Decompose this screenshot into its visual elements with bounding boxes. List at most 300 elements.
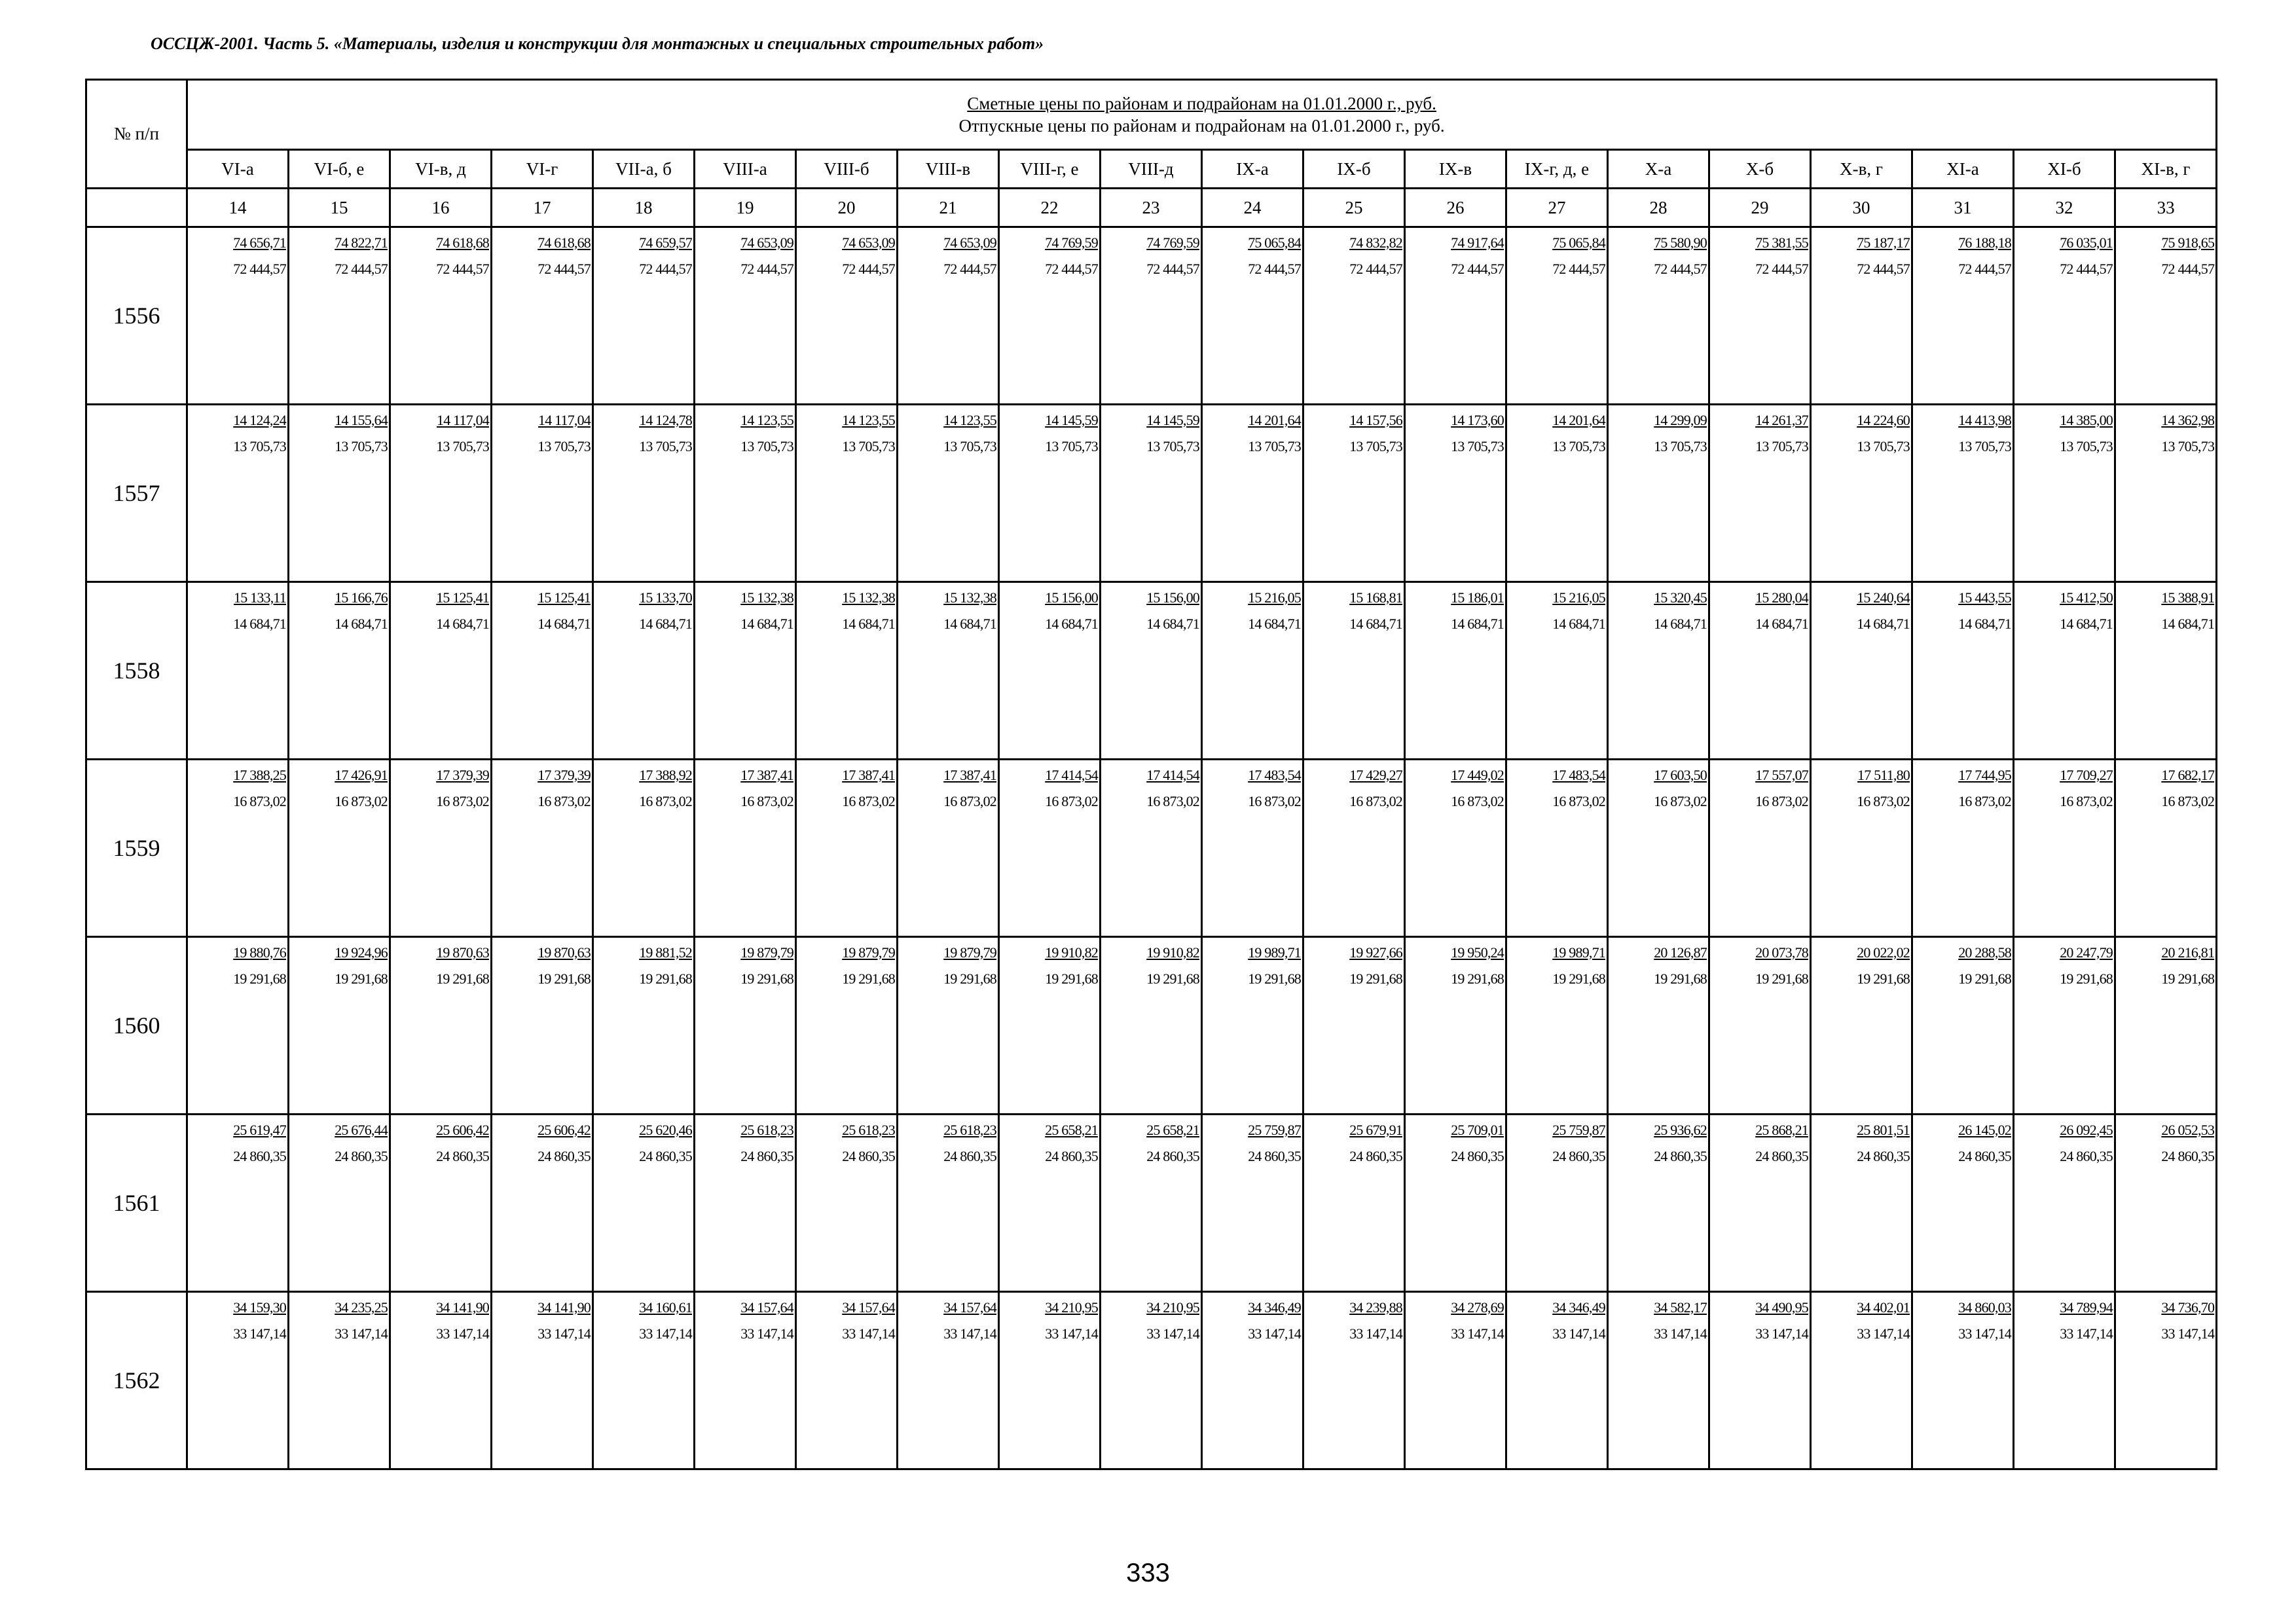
num-header: № п/п <box>86 80 187 189</box>
price-cell <box>1709 937 1811 1115</box>
release-price: 14 684,71 <box>842 616 895 632</box>
estimate-price: 34 789,94 <box>2060 1299 2113 1316</box>
price-cell <box>390 937 492 1115</box>
price-cell <box>1811 405 1912 582</box>
price-cell <box>1608 582 1709 760</box>
release-price: 33 147,14 <box>1552 1325 1605 1342</box>
estimate-price: 34 235,25 <box>335 1299 388 1316</box>
estimate-price: 74 653,09 <box>842 234 895 251</box>
release-price: 24 860,35 <box>2060 1148 2113 1164</box>
estimate-price: 17 682,17 <box>2161 767 2215 783</box>
estimate-price: 17 557,07 <box>1755 767 1808 783</box>
estimate-price: 34 157,64 <box>740 1299 793 1316</box>
price-cell <box>796 227 898 405</box>
estimate-price: 25 618,23 <box>842 1122 895 1138</box>
region-header: XI-в, г <box>2115 150 2217 189</box>
region-header: IX-в <box>1405 150 1506 189</box>
price-cell <box>289 760 390 937</box>
release-price: 24 860,35 <box>639 1148 692 1164</box>
estimate-price: 14 173,60 <box>1451 412 1504 428</box>
price-cell <box>593 405 695 582</box>
price-cell <box>187 405 289 582</box>
release-price: 24 860,35 <box>1654 1148 1707 1164</box>
price-cell <box>289 227 390 405</box>
price-cell <box>1405 1292 1506 1469</box>
estimate-price: 34 210,95 <box>1146 1299 1199 1316</box>
estimate-price: 19 989,71 <box>1248 944 1301 961</box>
estimate-price: 15 132,38 <box>842 589 895 606</box>
region-header: IX-а <box>1202 150 1303 189</box>
estimate-price: 20 073,78 <box>1755 944 1808 961</box>
estimate-price: 26 052,53 <box>2161 1122 2215 1138</box>
document-header: ОССЦЖ-2001. Часть 5. «Материалы, изделия и конструкции для монтажных и специальных строительных работ» <box>151 34 1044 53</box>
release-price: 14 684,71 <box>1045 616 1098 632</box>
release-price: 72 444,57 <box>538 261 591 277</box>
release-price: 13 705,73 <box>1349 438 1402 454</box>
price-cell <box>2115 582 2217 760</box>
release-price: 19 291,68 <box>1451 970 1504 987</box>
price-cell <box>999 227 1101 405</box>
release-price: 16 873,02 <box>1958 793 2011 809</box>
estimate-price: 15 216,05 <box>1248 589 1301 606</box>
price-cell <box>695 405 796 582</box>
release-price: 33 147,14 <box>1958 1325 2011 1342</box>
price-cell <box>2014 1115 2115 1292</box>
estimate-price: 14 145,59 <box>1146 412 1199 428</box>
estimate-price: 34 346,49 <box>1248 1299 1301 1316</box>
estimate-price: 14 117,04 <box>538 412 591 428</box>
price-cell <box>1202 227 1303 405</box>
release-price: 14 684,71 <box>2060 616 2113 632</box>
release-price: 13 705,73 <box>2161 438 2215 454</box>
price-cell <box>1506 1292 1608 1469</box>
estimate-price: 17 379,39 <box>436 767 489 783</box>
price-cell <box>1405 937 1506 1115</box>
estimate-price: 19 870,63 <box>436 944 489 961</box>
column-index: 31 <box>1912 189 2014 227</box>
release-price: 14 684,71 <box>233 616 286 632</box>
price-cell <box>492 227 593 405</box>
price-cell <box>796 1292 898 1469</box>
release-price: 16 873,02 <box>1654 793 1707 809</box>
price-cell <box>999 760 1101 937</box>
estimate-price: 74 917,64 <box>1451 234 1504 251</box>
estimate-price: 74 618,68 <box>538 234 591 251</box>
release-price: 72 444,57 <box>436 261 489 277</box>
release-price: 14 684,71 <box>740 616 793 632</box>
release-price: 24 860,35 <box>1755 1148 1808 1164</box>
price-cell <box>1405 582 1506 760</box>
estimate-price: 15 168,81 <box>1349 589 1402 606</box>
price-type-header <box>187 80 2217 150</box>
column-index: 18 <box>593 189 695 227</box>
price-cell <box>999 1292 1101 1469</box>
row-number: 1562 <box>86 1292 187 1469</box>
estimate-price: 74 653,09 <box>943 234 996 251</box>
estimate-price: 15 133,11 <box>234 589 286 606</box>
price-cell <box>1506 227 1608 405</box>
estimate-price: 19 950,24 <box>1451 944 1504 961</box>
estimate-price: 17 429,27 <box>1349 767 1402 783</box>
release-price: 33 147,14 <box>1451 1325 1504 1342</box>
region-header: VIII-г, е <box>999 150 1101 189</box>
row-number: 1558 <box>86 582 187 760</box>
estimate-price: 17 387,41 <box>842 767 895 783</box>
price-cell <box>492 405 593 582</box>
price-cell <box>2115 405 2217 582</box>
estimate-price: 19 910,82 <box>1146 944 1199 961</box>
price-cell <box>390 227 492 405</box>
price-cell <box>492 937 593 1115</box>
release-price: 16 873,02 <box>1146 793 1199 809</box>
price-cell <box>187 582 289 760</box>
price-cell <box>289 582 390 760</box>
region-header: VIII-а <box>695 150 796 189</box>
estimate-price: 25 936,62 <box>1654 1122 1707 1138</box>
release-price: 33 147,14 <box>538 1325 591 1342</box>
release-price: 16 873,02 <box>436 793 489 809</box>
release-price: 19 291,68 <box>2060 970 2113 987</box>
price-cell <box>898 227 999 405</box>
release-price: 72 444,57 <box>335 261 388 277</box>
estimate-price: 74 822,71 <box>335 234 388 251</box>
price-cell <box>898 1115 999 1292</box>
price-cell <box>2014 937 2115 1115</box>
price-cell <box>1811 937 1912 1115</box>
release-price: 19 291,68 <box>1248 970 1301 987</box>
estimate-price: 15 412,50 <box>2060 589 2113 606</box>
price-cell <box>999 582 1101 760</box>
estimate-price: 14 299,09 <box>1654 412 1707 428</box>
release-price: 33 147,14 <box>639 1325 692 1342</box>
estimate-price: 25 868,21 <box>1755 1122 1808 1138</box>
estimate-price: 25 759,87 <box>1552 1122 1605 1138</box>
price-cell <box>1506 937 1608 1115</box>
release-price: 72 444,57 <box>1552 261 1605 277</box>
release-price: 16 873,02 <box>1552 793 1605 809</box>
estimate-price: 14 124,78 <box>639 412 692 428</box>
estimate-price: 17 511,80 <box>1857 767 1910 783</box>
release-price: 14 684,71 <box>1958 616 2011 632</box>
estimate-price: 14 385,00 <box>2060 412 2113 428</box>
release-price: 13 705,73 <box>1755 438 1808 454</box>
estimate-price: 17 483,54 <box>1552 767 1605 783</box>
row-number: 1561 <box>86 1115 187 1292</box>
estimate-price: 25 759,87 <box>1248 1122 1301 1138</box>
estimate-price: 74 769,59 <box>1146 234 1199 251</box>
price-cell <box>593 582 695 760</box>
price-cell <box>593 937 695 1115</box>
release-price: 24 860,35 <box>1958 1148 2011 1164</box>
release-price: 33 147,14 <box>1857 1325 1910 1342</box>
release-price: 19 291,68 <box>943 970 996 987</box>
release-price: 24 860,35 <box>538 1148 591 1164</box>
estimate-price: 34 159,30 <box>233 1299 286 1316</box>
price-cell <box>289 937 390 1115</box>
price-cell <box>695 937 796 1115</box>
column-index: 16 <box>390 189 492 227</box>
price-cell <box>1101 1115 1202 1292</box>
estimate-price: 17 744,95 <box>1958 767 2011 783</box>
price-cell <box>1608 937 1709 1115</box>
release-price: 33 147,14 <box>740 1325 793 1342</box>
price-cell <box>1912 1115 2014 1292</box>
estimate-price: 19 989,71 <box>1552 944 1605 961</box>
price-cell <box>1709 227 1811 405</box>
release-price: 72 444,57 <box>1451 261 1504 277</box>
price-cell <box>1811 1115 1912 1292</box>
column-index: 15 <box>289 189 390 227</box>
price-cell <box>289 405 390 582</box>
release-price: 16 873,02 <box>943 793 996 809</box>
estimate-price: 15 133,70 <box>639 589 692 606</box>
price-cell <box>898 1292 999 1469</box>
estimate-price: 14 145,59 <box>1045 412 1098 428</box>
release-price: 33 147,14 <box>842 1325 895 1342</box>
price-cell <box>1912 227 2014 405</box>
release-price: 19 291,68 <box>335 970 388 987</box>
estimate-price: 76 035,01 <box>2060 234 2113 251</box>
price-cell <box>1811 227 1912 405</box>
price-cell <box>1912 582 2014 760</box>
estimate-price: 75 065,84 <box>1248 234 1301 251</box>
region-header: X-а <box>1608 150 1709 189</box>
row-number: 1556 <box>86 227 187 405</box>
region-header: X-б <box>1709 150 1811 189</box>
release-price: 13 705,73 <box>740 438 793 454</box>
price-cell <box>1303 405 1405 582</box>
estimate-price: 19 879,79 <box>943 944 996 961</box>
release-price: 72 444,57 <box>1857 261 1910 277</box>
estimate-price: 14 124,24 <box>233 412 286 428</box>
estimate-price: 14 413,98 <box>1958 412 2011 428</box>
estimate-price: 34 490,95 <box>1755 1299 1808 1316</box>
estimate-price: 15 125,41 <box>436 589 489 606</box>
estimate-price: 15 280,04 <box>1755 589 1808 606</box>
release-price: 16 873,02 <box>2060 793 2113 809</box>
release-price: 14 684,71 <box>1552 616 1605 632</box>
estimate-price: 34 141,90 <box>538 1299 591 1316</box>
release-price: 33 147,14 <box>436 1325 489 1342</box>
release-price: 13 705,73 <box>1451 438 1504 454</box>
release-price: 24 860,35 <box>233 1148 286 1164</box>
price-cell <box>593 1115 695 1292</box>
release-price: 13 705,73 <box>1248 438 1301 454</box>
price-cell <box>1912 760 2014 937</box>
estimate-price: 14 155,64 <box>335 412 388 428</box>
release-price: 16 873,02 <box>2161 793 2215 809</box>
release-price: 72 444,57 <box>1349 261 1402 277</box>
price-cell <box>796 937 898 1115</box>
price-cell <box>1811 582 1912 760</box>
estimate-price: 25 618,23 <box>943 1122 996 1138</box>
release-price: 72 444,57 <box>1248 261 1301 277</box>
region-header: VI-б, е <box>289 150 390 189</box>
price-cell <box>1101 227 1202 405</box>
release-price: 72 444,57 <box>1755 261 1808 277</box>
estimate-price: 19 924,96 <box>335 944 388 961</box>
price-cell <box>2115 760 2217 937</box>
release-price: 24 860,35 <box>1451 1148 1504 1164</box>
release-price: 13 705,73 <box>1958 438 2011 454</box>
price-cell <box>593 227 695 405</box>
estimate-price: 20 247,79 <box>2060 944 2113 961</box>
release-price: 24 860,35 <box>1857 1148 1910 1164</box>
estimate-price: 15 156,00 <box>1146 589 1199 606</box>
price-cell <box>1202 1115 1303 1292</box>
price-cell <box>1101 937 1202 1115</box>
price-cell <box>999 937 1101 1115</box>
estimate-price: 14 123,55 <box>740 412 793 428</box>
price-cell <box>796 760 898 937</box>
estimate-price: 25 620,46 <box>639 1122 692 1138</box>
region-header: VI-а <box>187 150 289 189</box>
estimate-price: 20 288,58 <box>1958 944 2011 961</box>
price-cell <box>187 760 289 937</box>
price-cell <box>492 760 593 937</box>
estimate-price: 14 201,64 <box>1248 412 1301 428</box>
region-header: VIII-д <box>1101 150 1202 189</box>
column-index: 26 <box>1405 189 1506 227</box>
release-price: 33 147,14 <box>1654 1325 1707 1342</box>
estimate-price: 34 239,88 <box>1349 1299 1402 1316</box>
release-price: 19 291,68 <box>740 970 793 987</box>
release-price: 19 291,68 <box>1958 970 2011 987</box>
price-cell <box>2115 1115 2217 1292</box>
price-cell <box>593 1292 695 1469</box>
estimate-price: 19 881,52 <box>639 944 692 961</box>
release-price: 72 444,57 <box>233 261 286 277</box>
release-price: 14 684,71 <box>2161 616 2215 632</box>
price-table <box>85 79 2217 1470</box>
estimate-price: 19 879,79 <box>740 944 793 961</box>
estimate-price: 17 387,41 <box>740 767 793 783</box>
row-number: 1560 <box>86 937 187 1115</box>
estimate-price: 75 187,17 <box>1857 234 1910 251</box>
estimate-price: 74 659,57 <box>639 234 692 251</box>
release-price: 16 873,02 <box>1755 793 1808 809</box>
column-index: 19 <box>695 189 796 227</box>
price-cell <box>1608 1292 1709 1469</box>
release-price: 16 873,02 <box>639 793 692 809</box>
release-price: 33 147,14 <box>1349 1325 1402 1342</box>
estimate-price: 34 210,95 <box>1045 1299 1098 1316</box>
price-cell <box>1202 1292 1303 1469</box>
region-header: VIII-б <box>796 150 898 189</box>
release-price: 24 860,35 <box>943 1148 996 1164</box>
header-row-top <box>86 80 2217 150</box>
price-cell <box>187 937 289 1115</box>
price-cell <box>1709 1292 1811 1469</box>
release-price: 14 684,71 <box>1654 616 1707 632</box>
price-cell <box>1709 760 1811 937</box>
estimate-price: 17 483,54 <box>1248 767 1301 783</box>
price-cell <box>1506 760 1608 937</box>
price-cell <box>1912 1292 2014 1469</box>
price-cell <box>1608 227 1709 405</box>
estimate-price: 34 346,49 <box>1552 1299 1605 1316</box>
release-price: 33 147,14 <box>2060 1325 2113 1342</box>
estimate-price: 14 362,98 <box>2161 412 2215 428</box>
release-price: 72 444,57 <box>943 261 996 277</box>
release-price: 16 873,02 <box>1349 793 1402 809</box>
release-price: 33 147,14 <box>335 1325 388 1342</box>
release-price: 16 873,02 <box>740 793 793 809</box>
estimate-price: 15 132,38 <box>943 589 996 606</box>
release-price: 13 705,73 <box>639 438 692 454</box>
price-cell <box>1811 760 1912 937</box>
release-price: 33 147,14 <box>1045 1325 1098 1342</box>
price-cell <box>1608 405 1709 582</box>
price-cell <box>1202 405 1303 582</box>
estimate-price: 14 224,60 <box>1857 412 1910 428</box>
price-cell <box>390 760 492 937</box>
estimate-price: 17 414,54 <box>1146 767 1199 783</box>
estimate-price: 19 880,76 <box>233 944 286 961</box>
release-price: 33 147,14 <box>1755 1325 1808 1342</box>
release-price: 19 291,68 <box>538 970 591 987</box>
region-header: IX-б <box>1303 150 1405 189</box>
table-row <box>86 582 2217 760</box>
price-cell <box>1709 405 1811 582</box>
price-cell <box>898 937 999 1115</box>
release-price: 13 705,73 <box>233 438 286 454</box>
estimate-price: 74 832,82 <box>1349 234 1402 251</box>
price-cell <box>695 227 796 405</box>
estimate-price: 19 870,63 <box>538 944 591 961</box>
release-price-header: Отпускные цены по районам и подрайонам на 01.01.2000 г., руб. <box>958 116 1445 136</box>
release-price: 16 873,02 <box>233 793 286 809</box>
estimate-price: 15 156,00 <box>1045 589 1098 606</box>
estimate-price: 14 261,37 <box>1755 412 1808 428</box>
release-price: 14 684,71 <box>538 616 591 632</box>
column-index: 28 <box>1608 189 1709 227</box>
release-price: 33 147,14 <box>233 1325 286 1342</box>
estimate-price: 17 414,54 <box>1045 767 1098 783</box>
release-price: 14 684,71 <box>1248 616 1301 632</box>
column-index-row <box>86 189 2217 227</box>
price-cell <box>187 1115 289 1292</box>
estimate-price: 14 123,55 <box>842 412 895 428</box>
release-price: 72 444,57 <box>1045 261 1098 277</box>
estimate-price: 20 216,81 <box>2161 944 2215 961</box>
price-cell <box>1506 582 1608 760</box>
column-index: 25 <box>1303 189 1405 227</box>
column-index: 20 <box>796 189 898 227</box>
release-price: 16 873,02 <box>1248 793 1301 809</box>
estimate-price: 74 656,71 <box>233 234 286 251</box>
estimate-price: 34 157,64 <box>842 1299 895 1316</box>
release-price: 24 860,35 <box>740 1148 793 1164</box>
table-row <box>86 937 2217 1115</box>
estimate-price: 34 278,69 <box>1451 1299 1504 1316</box>
price-cell <box>898 760 999 937</box>
estimate-price: 17 387,41 <box>943 767 996 783</box>
release-price: 33 147,14 <box>1146 1325 1199 1342</box>
release-price: 13 705,73 <box>1045 438 1098 454</box>
price-cell <box>2014 227 2115 405</box>
price-cell <box>1303 227 1405 405</box>
release-price: 14 684,71 <box>335 616 388 632</box>
estimate-price: 26 092,45 <box>2060 1122 2113 1138</box>
price-cell <box>390 582 492 760</box>
release-price: 24 860,35 <box>842 1148 895 1164</box>
estimate-price: 19 879,79 <box>842 944 895 961</box>
price-cell <box>1101 760 1202 937</box>
column-index: 22 <box>999 189 1101 227</box>
price-cell <box>2115 227 2217 405</box>
estimate-price: 15 216,05 <box>1552 589 1605 606</box>
